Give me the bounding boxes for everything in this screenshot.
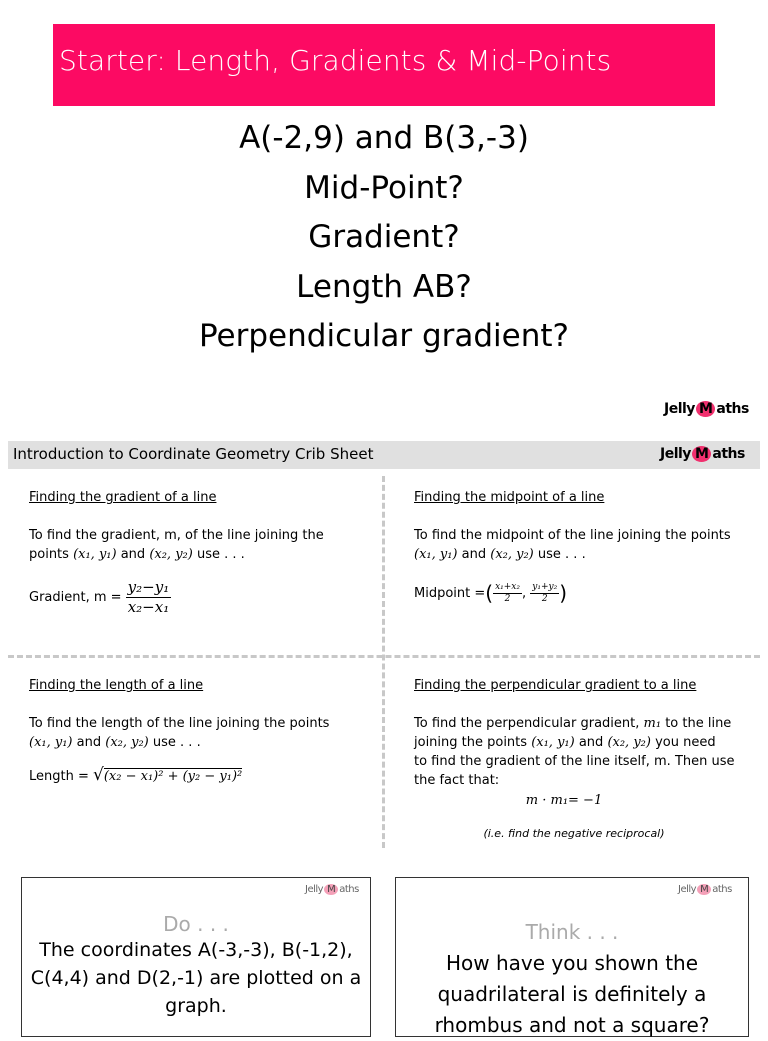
gradient-fraction: $\frac{\text{y₂−y₁}}{\text{x₂−x₁}}$	[127, 578, 170, 616]
perpendicular-section	[414, 676, 759, 843]
perpendicular-text-line1: To find the perpendicular gradient, m₁ to the line	[414, 716, 732, 731]
starter-line-length: Length AB?	[296, 268, 472, 305]
gradient-heading: Finding the gradient of a line	[29, 490, 217, 505]
crib-sheet-header	[8, 441, 760, 469]
think-label: Think . . .	[525, 920, 619, 944]
perpendicular-heading: Finding the perpendicular gradient to a line	[414, 678, 697, 693]
do-task-box	[21, 877, 371, 1037]
midpoint-text-line2: (x₁, y₁) and (x₂, y₂) use . . .	[414, 547, 586, 562]
jellymaths-logo: Jelly M aths	[660, 446, 745, 462]
midpoint-heading: Finding the midpoint of a line	[414, 490, 605, 505]
jellymaths-logo: Jelly M aths	[664, 401, 749, 417]
length-text-line2: (x₁, y₁) and (x₂, y₂) use . . .	[29, 735, 201, 750]
length-formula: Length = √(x₂ − x₁)² + (y₂ − y₁)²	[29, 765, 243, 785]
midpoint-section	[414, 488, 754, 605]
crib-sheet-title: Introduction to Coordinate Geometry Crib Sheet	[13, 445, 374, 463]
do-label: Do . . .	[163, 912, 229, 936]
perpendicular-text-line4: the fact that:	[414, 773, 500, 788]
gradient-text-line1: To find the gradient, m, of the line joining the	[29, 528, 324, 543]
crib-divider-vertical	[382, 476, 385, 848]
starter-title: Starter: Length, Gradients & Mid-Points	[53, 24, 715, 106]
starter-questions	[0, 114, 768, 362]
perpendicular-text-line3: to find the gradient of the line itself, m. Then use	[414, 754, 735, 769]
perpendicular-note: (i.e. find the negative reciprocal)	[483, 827, 665, 840]
think-task-box	[395, 877, 749, 1037]
length-text-line1: To find the length of the line joining the points	[29, 716, 330, 731]
gradient-section	[29, 488, 369, 617]
perpendicular-text-line2: joining the points (x₁, y₁) and (x₂, y₂) you need	[414, 735, 716, 750]
starter-line-gradient: Gradient?	[308, 219, 460, 255]
do-body: The coordinates A(-3,-3), B(-1,2), C(4,4) and D(2,-1) are plotted on a graph.	[30, 939, 362, 1017]
length-section	[29, 676, 374, 786]
jellymaths-logo: Jelly M aths	[678, 884, 732, 895]
starter-line-perpendicular: Perpendicular gradient?	[198, 318, 570, 354]
midpoint-formula: Midpoint =( $\frac{\text{x₁+x₂}}{2}$ , $\frac{\text{y₁+y₂}}{2}$ )	[414, 581, 568, 605]
perpendicular-formula: m · m₁= −1	[525, 793, 603, 808]
gradient-text-line2: points (x₁, y₁) and (x₂, y₂) use . . .	[29, 547, 245, 562]
starter-line-points: A(-2,9) and B(3,-3)	[239, 120, 529, 156]
starter-line-midpoint: Mid-Point?	[304, 169, 464, 206]
gradient-formula: Gradient, m = $\frac{\text{y₂−y₁}}{\text{x₂−x₁}}$	[29, 578, 170, 616]
think-body: How have you shown the quadrilateral is definitely a rhombus and not a square?	[434, 951, 710, 1037]
length-heading: Finding the length of a line	[29, 678, 204, 693]
midpoint-text-line1: To find the midpoint of the line joining the points	[414, 528, 731, 543]
crib-divider-horizontal	[8, 655, 760, 658]
jellymaths-logo: Jelly M aths	[305, 884, 359, 895]
